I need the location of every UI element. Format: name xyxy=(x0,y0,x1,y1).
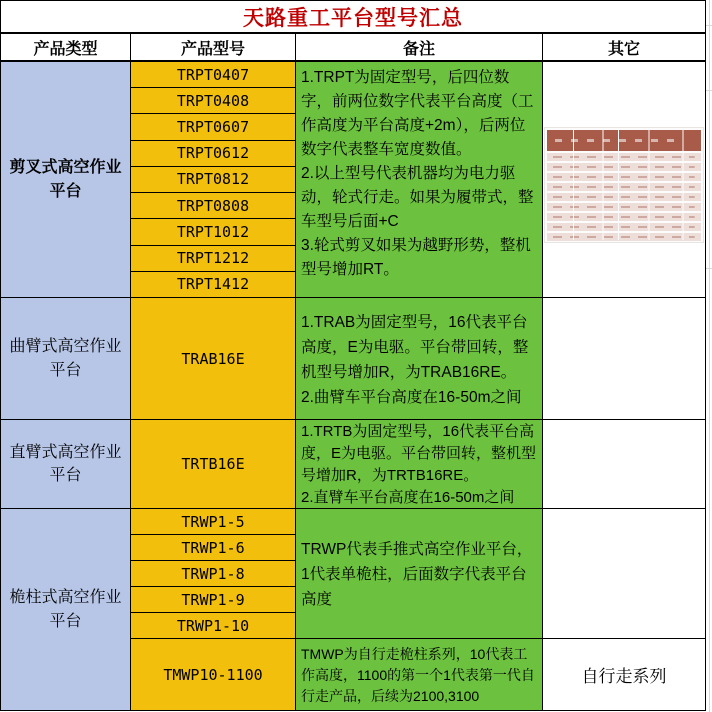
category-cell-telescopic-boom[interactable]: 直臂式高空作业平台 xyxy=(0,419,131,509)
column-header-product-type[interactable]: 产品类型 xyxy=(0,33,131,62)
other-cell-telescopic[interactable] xyxy=(542,419,706,509)
model-cell[interactable]: TRPT1412 xyxy=(176,275,250,294)
note-cell-articulated[interactable]: 1.TRAB为固定型号，16代表平台高度，E为电驱。平台带回转，整机型号增加R，为TRAB16RE。 2.曲臂车平台高度在16-50m之间 xyxy=(295,297,543,420)
other-cell-trwp[interactable] xyxy=(542,508,706,639)
category-cell-articulated-boom[interactable]: 曲臂式高空作业平台 xyxy=(0,297,131,420)
gridline-horizontal xyxy=(706,90,712,91)
title-row[interactable] xyxy=(0,0,706,34)
other-cell-articulated[interactable] xyxy=(542,297,706,420)
category-cell-mast-lift[interactable]: 桅柱式高空作业平台 xyxy=(0,508,131,711)
model-cell[interactable]: TRPT0407 xyxy=(131,62,295,88)
note-cell-telescopic[interactable]: 1.TRTB为固定型号，16代表平台高度，E为电驱。平台带回转，整机型号增加R，为TRTB16RE。 2.直臂车平台高度在16-50m之间 xyxy=(295,419,543,509)
column-header-note[interactable]: 备注 xyxy=(295,33,543,62)
model-cell[interactable]: TMWP10-1100 xyxy=(130,638,296,711)
column-header-other[interactable]: 其它 xyxy=(542,33,706,62)
model-cell[interactable]: TRAB16E xyxy=(130,297,296,420)
model-cell[interactable]: TRPT0408 xyxy=(131,88,295,114)
column-header-product-model[interactable]: 产品型号 xyxy=(130,33,296,62)
gridline-horizontal xyxy=(706,25,712,26)
model-cell[interactable]: TRWP1-10 xyxy=(176,616,250,635)
model-cell[interactable]: TRPT0812 xyxy=(131,167,295,193)
model-cell[interactable]: TRPT0607 xyxy=(131,114,295,140)
model-cell[interactable]: TRTB16E xyxy=(130,419,296,509)
gridline-vertical xyxy=(709,0,710,712)
model-cell[interactable]: TRWP1-9 xyxy=(131,587,295,613)
other-cell-self-propelled[interactable]: 自行走系列 xyxy=(542,638,706,711)
embedded-spec-table-image[interactable] xyxy=(545,128,703,242)
spec-table-header xyxy=(547,130,701,151)
note-cell-scissor[interactable]: 1.TRPT为固定型号，后四位数字，前两位数字代表平台高度（工作高度为平台高度+2m），后两位数字代表整车宽度数值。 2.以上型号代表机器均为电力驱动，轮式行走。如果为履带式，整车型号后面+C 3.轮式剪叉如果为越野形势，整机型号增加RT。 xyxy=(295,61,543,298)
note-cell-trwp[interactable]: TRWP代表手推式高空作业平台，1代表单桅柱，后面数字代表平台高度 xyxy=(295,508,543,639)
model-cell[interactable]: TRWP1-5 xyxy=(131,509,295,535)
category-cell-scissor-lift[interactable]: 剪叉式高空作业平台 xyxy=(0,61,131,298)
page-title: 天路重工平台型号汇总 xyxy=(243,6,463,30)
model-cell[interactable]: TRPT1012 xyxy=(131,219,295,245)
model-cell[interactable]: TRWP1-6 xyxy=(131,535,295,561)
model-list-scissor xyxy=(130,61,296,298)
gridline-horizontal xyxy=(706,268,712,269)
note-cell-tmwp[interactable]: TMWP为自行走桅柱系列，10代表工作高度，1100的第一个1代表第一代自行走产品，后续为2100,3100 xyxy=(295,638,543,711)
model-list-mast xyxy=(130,508,296,639)
model-cell[interactable]: TRPT1212 xyxy=(131,246,295,272)
model-cell[interactable]: TRWP1-8 xyxy=(131,561,295,587)
model-cell[interactable]: TRPT0808 xyxy=(131,193,295,219)
model-cell[interactable]: TRPT0612 xyxy=(131,141,295,167)
